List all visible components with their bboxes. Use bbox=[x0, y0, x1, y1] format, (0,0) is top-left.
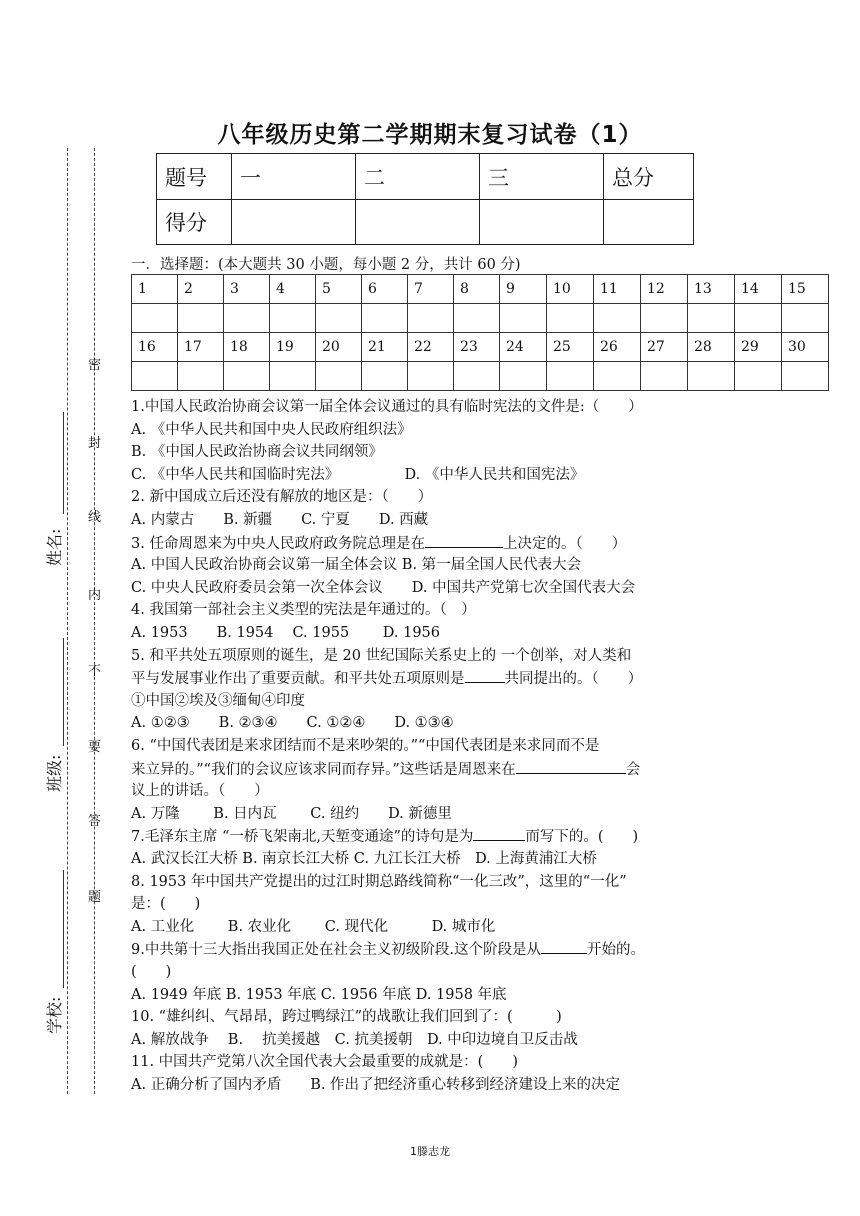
score-cell[interactable] bbox=[604, 200, 694, 245]
answer-number: 15 bbox=[782, 275, 829, 304]
question-line: A. 正确分析了国内矛盾 B. 作出了把经济重心转移到经济建设上来的决定 bbox=[131, 1077, 621, 1093]
score-header-3: 三 bbox=[480, 154, 604, 200]
answer-blank-cell[interactable] bbox=[688, 304, 735, 333]
answer-number: 21 bbox=[362, 333, 408, 362]
class-blank[interactable] bbox=[63, 638, 64, 746]
question-line: A. ①②③ B. ②③④ C. ①②④ D. ①③④ bbox=[131, 715, 454, 732]
seal-char: 内 bbox=[88, 588, 102, 603]
answer-number: 25 bbox=[547, 333, 594, 362]
binding-line-inner bbox=[94, 148, 95, 1094]
answer-number: 29 bbox=[735, 333, 782, 362]
question-text: 平与发展事业作出了重要贡献。和平共处五项原则是 bbox=[131, 671, 465, 688]
question-line: 5. 和平共处五项原则的诞生，是 20 世纪国际关系史上的 一个创举，对人类和 bbox=[131, 647, 632, 664]
answer-number: 5 bbox=[316, 275, 362, 304]
answer-number: 26 bbox=[594, 333, 641, 362]
question-line: B. 《中国人民政治协商会议共同纲领》 bbox=[131, 444, 383, 461]
answer-number: 6 bbox=[362, 275, 408, 304]
score-cell[interactable] bbox=[480, 200, 604, 245]
answer-number: 4 bbox=[270, 275, 316, 304]
answer-blank-cell[interactable] bbox=[547, 304, 594, 333]
answer-number: 2 bbox=[178, 275, 224, 304]
answer-blank-cell[interactable] bbox=[641, 304, 688, 333]
answer-number: 28 bbox=[688, 333, 735, 362]
question-line: A. 工业化 B. 农业化 C. 现代化 D. 城市化 bbox=[131, 918, 496, 935]
answer-number: 17 bbox=[178, 333, 224, 362]
page-footer: 1滕志龙 bbox=[410, 1145, 450, 1158]
answer-blank-cell[interactable] bbox=[362, 362, 408, 391]
question-line bbox=[131, 939, 645, 960]
question-text: 会 bbox=[625, 761, 641, 778]
question-line: 11. 中国共产党第八次全国代表大会最重要的成就是：( ) bbox=[131, 1054, 518, 1071]
answer-blank-cell[interactable] bbox=[362, 304, 408, 333]
question-line: A. 内蒙古 B. 新疆 C. 宁夏 D. 西藏 bbox=[131, 512, 429, 528]
fill-blank[interactable] bbox=[465, 668, 505, 683]
answer-blank-row bbox=[132, 304, 829, 333]
answer-blank-cell[interactable] bbox=[408, 362, 454, 391]
question-text: 来立异的。”“我们的会议应该求同而存异。”这些话是周恩来在 bbox=[131, 761, 516, 778]
answer-number: 23 bbox=[454, 333, 500, 362]
name-blank[interactable] bbox=[63, 412, 64, 514]
answer-grid bbox=[131, 274, 829, 391]
answer-blank-cell[interactable] bbox=[594, 362, 641, 391]
section-heading: 一．选择题：(本大题共 30 小题，每小题 2 分，共计 60 分) bbox=[131, 257, 521, 273]
question-text: 共同提出的。（ ） bbox=[504, 671, 643, 688]
answer-blank-cell[interactable] bbox=[270, 362, 316, 391]
question-line: A. 万隆 B. 日内瓦 C. 纽约 D. 新德里 bbox=[131, 805, 452, 822]
score-row-label: 得分 bbox=[157, 200, 232, 245]
question-line: ( ) bbox=[131, 964, 172, 980]
answer-blank-cell[interactable] bbox=[178, 304, 224, 333]
page-title: 八年级历史第二学期期末复习试卷（1） bbox=[217, 122, 643, 148]
answer-blank-cell[interactable] bbox=[547, 362, 594, 391]
answer-blank-cell[interactable] bbox=[132, 362, 178, 391]
answer-number: 3 bbox=[224, 275, 270, 304]
answer-number: 24 bbox=[500, 333, 547, 362]
answer-number-row bbox=[132, 275, 829, 304]
question-line: ①中国②埃及③缅甸④印度 bbox=[131, 692, 305, 709]
seal-char: 不 bbox=[88, 664, 102, 679]
seal-char: 封 bbox=[88, 436, 102, 451]
question-line bbox=[131, 533, 626, 554]
question-line: 议上的讲话。（ ） bbox=[131, 783, 269, 800]
answer-blank-cell[interactable] bbox=[224, 304, 270, 333]
seal-char: 答 bbox=[88, 814, 102, 829]
answer-blank-cell[interactable] bbox=[270, 304, 316, 333]
score-header-label: 题号 bbox=[157, 154, 232, 200]
score-table bbox=[156, 153, 694, 245]
answer-number: 16 bbox=[132, 333, 178, 362]
answer-number: 8 bbox=[454, 275, 500, 304]
question-line: A. 《中华人民共和国中央人民政府组织法》 bbox=[131, 421, 412, 438]
seal-char: 要 bbox=[88, 740, 102, 755]
answer-number: 1 bbox=[132, 275, 178, 304]
answer-blank-cell[interactable] bbox=[641, 362, 688, 391]
question-line: 1.中国人民政治协商会议第一届全体会议通过的具有临时宪法的文件是:（ ） bbox=[131, 399, 643, 415]
question-line: 6. “中国代表团是来求团结而不是来吵架的。”“中国代表团是来求同而不是 bbox=[131, 738, 600, 754]
answer-number: 12 bbox=[641, 275, 688, 304]
question-text: 3. 任命周恩来为中央人民政府政务院总理是在 bbox=[131, 535, 425, 552]
question-line bbox=[131, 668, 642, 689]
score-header-total: 总分 bbox=[604, 154, 694, 200]
answer-number: 30 bbox=[782, 333, 829, 362]
answer-number-row bbox=[132, 333, 829, 362]
fill-blank[interactable] bbox=[516, 759, 626, 774]
answer-number: 19 bbox=[270, 333, 316, 362]
answer-number: 18 bbox=[224, 333, 270, 362]
question-line: A. 解放战争 B. 抗美援越 C. 抗美援朝 D. 中印边境自卫反击战 bbox=[131, 1031, 578, 1048]
fill-blank[interactable] bbox=[425, 533, 503, 548]
school-blank[interactable] bbox=[63, 870, 64, 988]
score-header-2: 二 bbox=[356, 154, 480, 200]
answer-blank-cell[interactable] bbox=[408, 304, 454, 333]
answer-number: 9 bbox=[500, 275, 547, 304]
answer-number: 14 bbox=[735, 275, 782, 304]
question-line: 2. 新中国成立后还没有解放的地区是：（ ） bbox=[131, 489, 433, 506]
question-line: 是：( ) bbox=[131, 896, 201, 913]
question-line bbox=[131, 759, 640, 780]
question-line: A. 1953 B. 1954 C. 1955 D. 1956 bbox=[131, 625, 441, 641]
question-line: 4. 我国第一部社会主义类型的宪法是年通过的。（ ） bbox=[131, 602, 476, 619]
score-cell[interactable] bbox=[232, 200, 356, 245]
question-line: 10. “雄纠纠、气昂昂，跨过鸭绿江”的战歌让我们回到了：( ) bbox=[131, 1009, 562, 1026]
question-line: C. 中央人民政府委员会第一次全体会议 D. 中国共产党第七次全国代表大会 bbox=[131, 579, 636, 596]
answer-number: 7 bbox=[408, 275, 454, 304]
answer-blank-cell[interactable] bbox=[782, 304, 829, 333]
class-label: 班级: bbox=[45, 754, 64, 792]
question-text: 上决定的。（ ） bbox=[502, 535, 627, 552]
answer-blank-cell[interactable] bbox=[735, 304, 782, 333]
answer-blank-cell[interactable] bbox=[500, 362, 547, 391]
fill-blank[interactable] bbox=[541, 939, 587, 954]
question-text: 开始的。 bbox=[586, 942, 645, 959]
answer-blank-cell[interactable] bbox=[132, 304, 178, 333]
answer-number: 13 bbox=[688, 275, 735, 304]
question-line: A. 武汉长江大桥 B. 南京长江大桥 C. 九江长江大桥 D. 上海黄浦江大桥 bbox=[131, 851, 597, 867]
score-header-1: 一 bbox=[232, 154, 356, 200]
name-label: 姓名: bbox=[45, 528, 64, 566]
seal-char: 密 bbox=[88, 358, 102, 373]
answer-number: 10 bbox=[547, 275, 594, 304]
answer-blank-cell[interactable] bbox=[224, 362, 270, 391]
answer-blank-cell[interactable] bbox=[782, 362, 829, 391]
answer-number: 22 bbox=[408, 333, 454, 362]
answer-blank-cell[interactable] bbox=[454, 362, 500, 391]
binding-line-outer bbox=[67, 148, 68, 1094]
answer-number: 20 bbox=[316, 333, 362, 362]
seal-char: 线 bbox=[88, 510, 102, 525]
question-line bbox=[131, 826, 638, 847]
answer-blank-cell[interactable] bbox=[500, 304, 547, 333]
question-line: 8. 1953 年中国共产党提出的过江时期总路线简称“一化三改”，这里的“一化” bbox=[131, 873, 627, 890]
question-text: 7.毛泽东主席 “一桥飞架南北,天堑变通途”的诗句是为 bbox=[131, 829, 474, 846]
school-label: 学校: bbox=[45, 996, 64, 1034]
answer-blank-cell[interactable] bbox=[316, 304, 362, 333]
fill-blank[interactable] bbox=[473, 826, 525, 841]
answer-blank-cell[interactable] bbox=[735, 362, 782, 391]
answer-blank-cell[interactable] bbox=[594, 304, 641, 333]
answer-blank-cell[interactable] bbox=[688, 362, 735, 391]
answer-number: 27 bbox=[641, 333, 688, 362]
question-line: C. 《中华人民共和国临时宪法》 D. 《中华人民共和国宪法》 bbox=[131, 466, 585, 483]
answer-blank-cell[interactable] bbox=[454, 304, 500, 333]
answer-number: 11 bbox=[594, 275, 641, 304]
answer-blank-row bbox=[132, 362, 829, 391]
question-text: 而写下的。( ) bbox=[525, 829, 639, 846]
question-line: A. 1949 年底 B. 1953 年底 C. 1956 年底 D. 1958 年底 bbox=[131, 986, 507, 1003]
score-cell[interactable] bbox=[356, 200, 480, 245]
answer-blank-cell[interactable] bbox=[316, 362, 362, 391]
question-text: 9.中共第十三大指出我国正处在社会主义初级阶段.这个阶段是从 bbox=[131, 942, 541, 959]
answer-blank-cell[interactable] bbox=[178, 362, 224, 391]
question-line: A. 中国人民政治协商会议第一届全体会议 B. 第一届全国人民代表大会 bbox=[131, 557, 582, 574]
seal-char: 题 bbox=[88, 890, 102, 905]
